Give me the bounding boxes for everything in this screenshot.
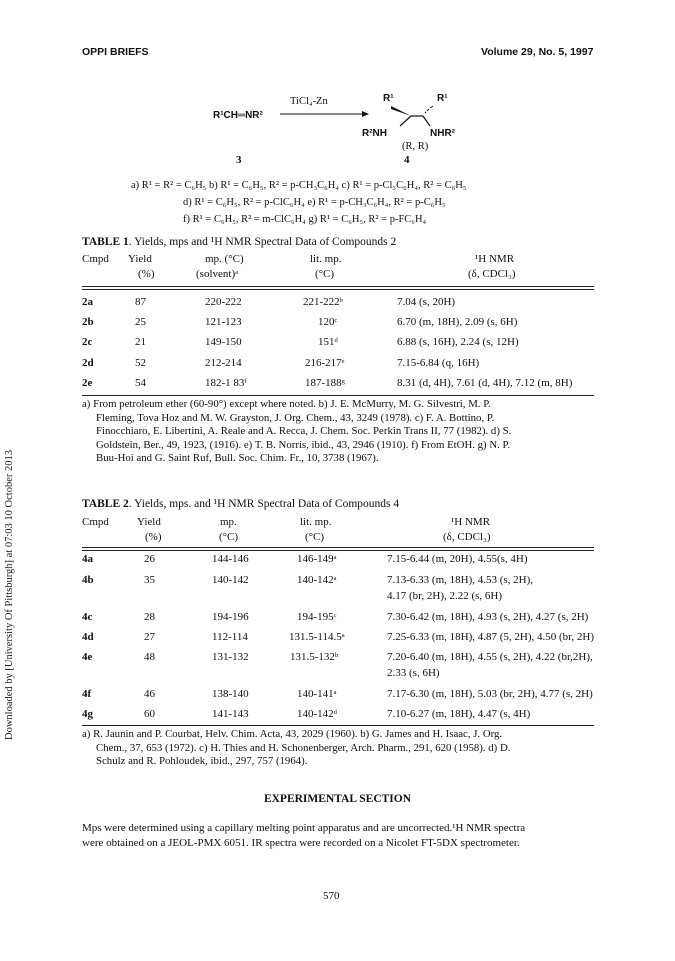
t2-cell-cmpd: 4d bbox=[82, 631, 94, 643]
page-number: 570 bbox=[323, 890, 340, 902]
t2-header-mp: mp. bbox=[220, 516, 237, 528]
t1-cell-yield: 87 bbox=[135, 296, 146, 308]
t2-cell-nmr: 7.10-6.27 (m, 18H), 4.47 (s, 4H) bbox=[387, 708, 531, 720]
reactant-formula: R¹CH═NR² bbox=[213, 110, 263, 121]
t2-cell-nmr: 7.20-6.40 (m, 18H), 4.55 (s, 2H), 4.22 (br,2H), bbox=[387, 651, 593, 663]
t2-cell-nmr-cont: 2.33 (s, 6H) bbox=[387, 667, 440, 679]
t1-cell-lit: 151ᵈ bbox=[318, 336, 338, 348]
product-skeleton bbox=[386, 100, 446, 130]
t2-header-nmr-unit: (δ, CDCl₃) bbox=[443, 531, 491, 543]
t2-cell-cmpd: 4e bbox=[82, 651, 93, 663]
t2-footnotes bbox=[82, 728, 602, 769]
t1-cell-cmpd: 2a bbox=[82, 296, 93, 308]
t1-cell-yield: 54 bbox=[135, 377, 146, 389]
experimental-line: were obtained on a JEOL-PMX 6051. IR spectra were recorded on a Nicolet FT-5DX spectrometer. bbox=[82, 837, 520, 849]
t2-cell-nmr: 7.17-6.30 (m, 18H), 5.03 (br, 2H), 4.77 (s, 2H) bbox=[387, 688, 593, 700]
t2-cell-nmr: 7.30-6.42 (m, 18H), 4.93 (s, 2H), 4.27 (s, 2H) bbox=[387, 611, 589, 623]
reagent-label: TiCl₄-Zn bbox=[290, 96, 328, 107]
t1-cell-yield: 52 bbox=[135, 357, 146, 369]
t2-header-litmp-unit: (°C) bbox=[305, 531, 325, 543]
t1-cell-mp: 212-214 bbox=[205, 357, 242, 369]
t2-cell-yield: 48 bbox=[144, 651, 155, 663]
t1-footnote-line: a) From petroleum ether (60-90°) except where noted. b) J. E. McMurry, M. G. Silvestri, M. P. bbox=[82, 398, 491, 410]
t1-cell-lit: 187-188ᵍ bbox=[305, 377, 345, 389]
t2-cell-lit: 194-195ᶜ bbox=[297, 611, 337, 623]
t2-cell-lit: 131.5-132ᵇ bbox=[290, 651, 339, 663]
t2-cell-yield: 46 bbox=[144, 688, 155, 700]
t1-cell-lit: 120ᶜ bbox=[318, 316, 338, 328]
t1-cell-mp: 220-222 bbox=[205, 296, 242, 308]
t2-cell-mp: 112-114 bbox=[212, 631, 248, 643]
t2-cell-cmpd: 4g bbox=[82, 708, 93, 720]
t2-cell-nmr: 7.13-6.33 (m, 18H), 4.53 (s, 2H), bbox=[387, 574, 534, 586]
t2-cell-mp: 144-146 bbox=[212, 553, 249, 565]
download-watermark: Downloaded by [University Of Pittsburgh] at 07:03 10 October 2013 bbox=[4, 450, 15, 740]
t2-cell-nmr: 7.25-6.33 (m, 18H), 4.87 (5, 2H), 4.50 (br, 2H) bbox=[387, 631, 595, 643]
t1-header-nmr-unit: (δ, CDCl₃) bbox=[468, 268, 516, 280]
t2-cell-lit: 140-142ᵈ bbox=[297, 708, 338, 720]
t2-header-rule bbox=[82, 547, 594, 551]
product-nhr-right: NHR² bbox=[430, 128, 455, 139]
t1-cell-nmr: 7.15-6.84 (q, 16H) bbox=[397, 357, 480, 369]
t2-cell-lit: 131.5-114.5ᵃ bbox=[289, 631, 345, 643]
t1-header-yield-unit: (%) bbox=[138, 268, 155, 280]
t2-cell-mp: 194-196 bbox=[212, 611, 249, 623]
t1-cell-lit: 221-222ᵇ bbox=[303, 296, 344, 308]
experimental-heading: EXPERIMENTAL SECTION bbox=[263, 793, 412, 805]
t2-header-mp-unit: (°C) bbox=[219, 531, 239, 543]
table1-caption: TABLE 1. Yields, mps and ¹H NMR Spectral Data of Compounds 2 bbox=[82, 236, 397, 248]
t2-cell-cmpd: 4c bbox=[82, 611, 93, 623]
t2-cell-lit: 140-142ᵃ bbox=[297, 574, 337, 586]
t2-footnote-line: a) R. Jaunin and P. Courbat, Helv. Chim. Acta, 43, 2029 (1960). b) G. James and H. Isaac, J. Org. bbox=[82, 728, 503, 740]
t1-cell-cmpd: 2e bbox=[82, 377, 93, 389]
t2-header-yield-unit: (%) bbox=[145, 531, 162, 543]
t1-bottom-rule bbox=[82, 395, 594, 396]
table2-caption: TABLE 2. Yields, mps. and ¹H NMR Spectral Data of Compounds 4 bbox=[82, 498, 400, 510]
t2-cell-cmpd: 4f bbox=[82, 688, 92, 700]
t1-header-yield: Yield bbox=[128, 253, 152, 265]
t2-header-nmr: ¹H NMR bbox=[451, 516, 491, 528]
t1-cell-mp: 121-123 bbox=[205, 316, 242, 328]
t1-cell-lit: 216-217ᵉ bbox=[305, 357, 345, 369]
substituent-line-2: d) R¹ = C₆H₅, R² = p-ClC₆H₄ e) R¹ = p-CH₃C₆H₄, R² = p-C₆H₅ bbox=[183, 197, 446, 208]
t2-header-cmpd: Cmpd bbox=[82, 516, 109, 528]
t2-footnote-line: Chem., 37, 653 (1972). c) H. Thies and H. Schonenberger, Arch. Pharm., 291, 620 (1958). d) D. bbox=[96, 741, 511, 754]
t2-cell-yield: 27 bbox=[144, 631, 155, 643]
compound-number-4: 4 bbox=[404, 154, 410, 166]
t2-cell-mp: 140-142 bbox=[212, 574, 249, 586]
t1-cell-nmr: 6.88 (s, 16H), 2.24 (s, 12H) bbox=[397, 336, 519, 348]
t2-cell-yield: 26 bbox=[144, 553, 155, 565]
t1-header-mp: mp. (°C) bbox=[205, 253, 244, 265]
running-header-left: OPPI BRIEFS bbox=[82, 46, 149, 58]
product-config: (R, R) bbox=[402, 141, 429, 152]
t2-cell-nmr: 7.15-6.44 (m, 20H), 4.55(s, 4H) bbox=[387, 553, 528, 565]
t1-header-litmp-unit: (°C) bbox=[315, 268, 335, 280]
t1-footnotes bbox=[82, 398, 602, 466]
t1-cell-cmpd: 2b bbox=[82, 316, 94, 328]
t2-cell-cmpd: 4b bbox=[82, 574, 94, 586]
t1-cell-cmpd: 2d bbox=[82, 357, 94, 369]
t1-footnote-line: Finocchiaro, E. Libertini, A. Reale and A. Recca, J. Chem. Soc. Perkin Trans II, 77 (1982). d) S. bbox=[96, 425, 512, 437]
t1-cell-nmr: 6.70 (m, 18H), 2.09 (s, 6H) bbox=[397, 316, 518, 328]
t2-footnote-line: Schulz and R. Pohloudek, ibid., 297, 757 (1964). bbox=[96, 755, 308, 767]
substituent-line-3: f) R¹ = C₆H₅, R² = m-ClC₆H₄ g) R¹ = C₆H₅, R² = p-FC₆H₄ bbox=[183, 214, 427, 225]
reaction-arrow bbox=[280, 108, 370, 120]
experimental-line: Mps were determined using a capillary melting point apparatus and are uncorrected.¹H NMR spectra bbox=[82, 822, 526, 834]
t2-cell-nmr-cont: 4.17 (br, 2H), 2.22 (s, 6H) bbox=[387, 590, 503, 602]
t2-header-litmp: lit. mp. bbox=[300, 516, 332, 528]
t2-cell-yield: 60 bbox=[144, 708, 155, 720]
t1-cell-nmr: 8.31 (d, 4H), 7.61 (d, 4H), 7.12 (m, 8H) bbox=[397, 377, 573, 389]
t1-cell-yield: 21 bbox=[135, 336, 146, 348]
t1-cell-mp: 149-150 bbox=[205, 336, 242, 348]
t1-header-mp-unit: (solvent)ᵃ bbox=[196, 268, 239, 280]
t2-cell-lit: 140-141ᵃ bbox=[297, 688, 337, 700]
compound-number-3: 3 bbox=[236, 154, 242, 166]
t2-bottom-rule bbox=[82, 725, 594, 726]
t1-cell-mp: 182-1 83ᶠ bbox=[205, 377, 247, 389]
t1-header-litmp: lit. mp. bbox=[310, 253, 342, 265]
t1-header-nmr: ¹H NMR bbox=[475, 253, 515, 265]
product-nhr-left: R²NH bbox=[362, 128, 387, 139]
experimental-text bbox=[82, 821, 607, 851]
t2-cell-mp: 131-132 bbox=[212, 651, 249, 663]
t1-header-rule bbox=[82, 286, 594, 290]
product-r1-left: R¹ bbox=[383, 93, 394, 104]
t1-footnote-line: Buu-Hoi and G. Saint Ruf, Bull. Soc. Chim. Fr., 10, 3738 (1967). bbox=[96, 452, 379, 464]
substituent-line-1: a) R¹ = R² = C₆H₅ b) R¹ = C₆H₅, R² = p-CH₃C₆H₄ c) R¹ = p-Cl₃C₆H₄, R² = C₆H₅ bbox=[131, 180, 467, 191]
t1-cell-nmr: 7.04 (s, 20H) bbox=[397, 296, 456, 308]
t1-header-cmpd: Cmpd bbox=[82, 253, 109, 265]
t1-cell-yield: 25 bbox=[135, 316, 146, 328]
t1-footnote-line: Goldstein, Ber., 49, 1923, (1916). e) T. B. Norris, ibid., 43, 2946 (1910). f) From EtOH. g) N. P. bbox=[96, 438, 511, 451]
t1-cell-cmpd: 2c bbox=[82, 336, 93, 348]
t1-footnote-line: Fleming, Tova Hoz and M. W. Grayston, J. Org. Chem., 43, 3249 (1978). c) F. A. Bottino, P. bbox=[96, 411, 495, 424]
t2-cell-yield: 35 bbox=[144, 574, 155, 586]
t2-header-yield: Yield bbox=[137, 516, 161, 528]
t2-cell-cmpd: 4a bbox=[82, 553, 93, 565]
t2-cell-mp: 138-140 bbox=[212, 688, 249, 700]
t2-cell-yield: 28 bbox=[144, 611, 155, 623]
running-header-right: Volume 29, No. 5, 1997 bbox=[481, 46, 594, 58]
t2-cell-lit: 146-149ᵃ bbox=[297, 553, 337, 565]
t2-cell-mp: 141-143 bbox=[212, 708, 249, 720]
product-r1-right: R¹ bbox=[437, 93, 448, 104]
